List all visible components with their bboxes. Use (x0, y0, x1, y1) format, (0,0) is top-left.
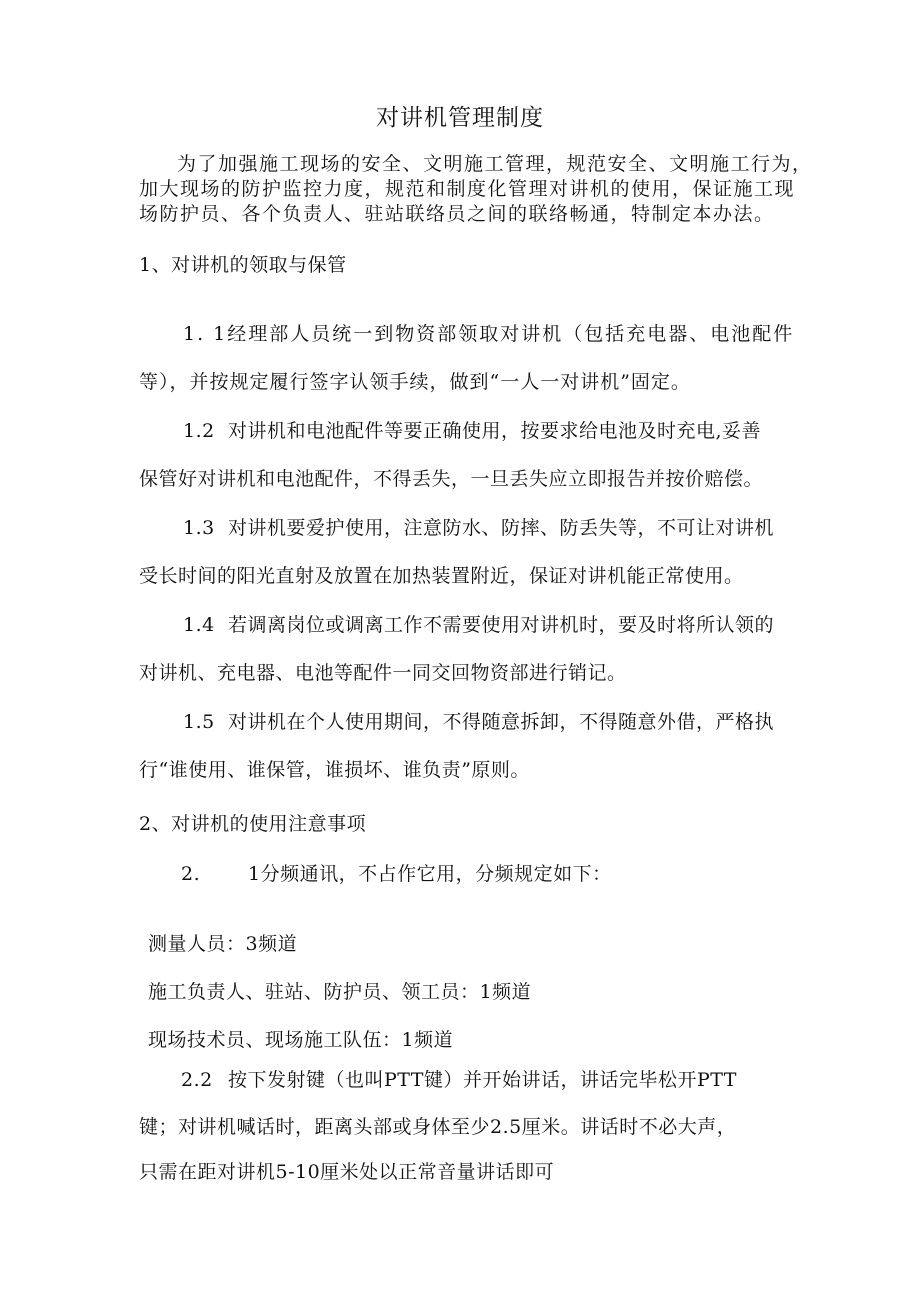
clause-line: 对讲机和电池配件等要正确使用，按要求给电池及时充电,妥善 (228, 420, 762, 442)
clause-line: 保管好对讲机和电池配件，不得丢失，一旦丢失应立即报告并按价赔偿。 (139, 468, 764, 490)
clause-line: 对讲机在个人使用期间，不得随意拆卸，不得随意外借，严格执 (228, 711, 775, 733)
channel-item: 现场技术员、现场施工队伍：1频道 (148, 1029, 454, 1051)
intro-line: 场防护员、各个负责人、驻站联络员之间的联络畅通，特制定本办法。 (139, 203, 775, 225)
intro-line: 为了加强施工现场的安全、文明施工管理，规范安全、文明施工行为， (177, 153, 813, 175)
clause-line: 行“谁使用、谁保管，谁损坏、谁负责”原则。 (139, 759, 530, 781)
section-heading: 2、对讲机的使用注意事项 (139, 813, 367, 835)
section-heading: 1、对讲机的领取与保管 (139, 254, 347, 276)
clause-line: 受长时间的阳光直射及放置在加热装置附近，保证对讲机能正常使用。 (139, 565, 744, 587)
clause-line: 对讲机、充电器、电池等配件一同交回物资部进行销记。 (139, 662, 627, 684)
clause-number: 2.2 (181, 1069, 213, 1091)
clause-number: 2. (181, 863, 201, 885)
clause-number: 1.5 (183, 711, 215, 733)
clause-line: 1分频通讯，不占作它用，分频规定如下： (248, 863, 612, 885)
document-title: 对讲机管理制度 (376, 105, 544, 131)
clause-line: 按下发射键（也叫PTT键）并开始讲话，讲话完毕松开PTT (228, 1069, 737, 1091)
clause-number: 1.3 (183, 517, 215, 539)
clause-line: 只需在距对讲机5-10厘米处以正常音量讲话即可 (139, 1161, 555, 1183)
channel-item: 测量人员：3频道 (148, 933, 298, 955)
clause-line: 对讲机要爱护使用，注意防水、防摔、防丢失等，不可让对讲机 (228, 517, 775, 539)
intro-line: 加大现场的防护监控力度，规范和制度化管理对讲机的使用，保证施工现 (139, 178, 796, 200)
clause-line: 1. 1经理部人员统一到物资部领取对讲机（包括充电器、电池配件 (183, 323, 795, 345)
clause-number: 1.4 (183, 614, 215, 636)
clause-line: 等），并按规定履行签字认领手续，做到“一人一对讲机”固定。 (139, 371, 691, 393)
clause-number: 1.2 (183, 420, 215, 442)
clause-line: 键；对讲机喊话时，距离头部或身体至少2.5厘米。讲话时不必大声， (139, 1116, 737, 1138)
channel-item: 施工负责人、驻站、防护员、领工员：1频道 (148, 981, 532, 1003)
clause-line: 若调离岗位或调离工作不需要使用对讲机时，要及时将所认领的 (228, 614, 775, 636)
